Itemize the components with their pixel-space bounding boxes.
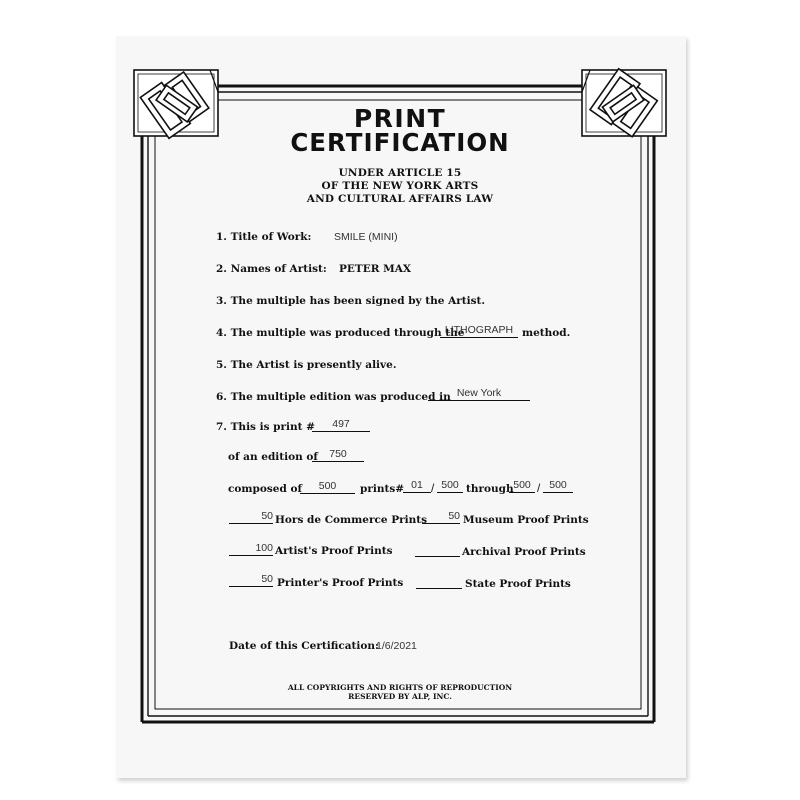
slash-separator: / — [431, 481, 435, 495]
state-proof-label: State Proof Prints — [465, 578, 571, 590]
edition-size-label: of an edition of — [228, 451, 318, 463]
through-label: through — [466, 483, 514, 495]
museum-proof-label: Museum Proof Prints — [463, 514, 589, 526]
method-value: LITHOGRAPH — [440, 324, 518, 338]
artist-name-value: PETER MAX — [339, 263, 412, 275]
prints-from-total: 500 — [437, 479, 463, 493]
prints-from-edition: 01 — [403, 479, 431, 493]
print-number-value: 497 — [312, 418, 370, 432]
archival-proof-value — [415, 543, 460, 557]
title-of-work-label: 1. Title of Work: — [216, 231, 312, 243]
archival-proof-label: Archival Proof Prints — [462, 546, 586, 558]
hors-de-commerce-label: Hors de Commerce Prints — [275, 514, 428, 526]
prints-to-total: 500 — [543, 479, 573, 493]
alive-statement: 5. The Artist is presently alive. — [216, 359, 397, 371]
signed-statement: 3. The multiple has been signed by the Artist. — [216, 295, 486, 307]
slash-separator: / — [537, 481, 541, 495]
artist-proof-value: 100 — [229, 542, 273, 556]
printer-proof-label: Printer's Proof Prints — [277, 577, 404, 589]
hors-de-commerce-value: 50 — [229, 510, 273, 524]
artist-proof-label: Artist's Proof Prints — [275, 545, 393, 557]
copyright-line1: ALL COPYRIGHTS AND RIGHTS OF REPRODUCTION — [287, 683, 513, 692]
produced-in-value: New York — [428, 387, 530, 401]
method-suffix: method. — [522, 327, 571, 339]
subtitle-line3: AND CULTURAL AFFAIRS LAW — [306, 193, 494, 205]
print-number-label: 7. This is print # — [216, 421, 315, 433]
method-label: 4. The multiple was produced through the — [216, 327, 465, 339]
certification-date-value: 1/6/2021 — [376, 640, 417, 652]
copyright-line2: RESERVED BY ALP, INC. — [348, 692, 452, 701]
subtitle-line1: UNDER ARTICLE 15 — [338, 167, 462, 179]
artist-name-label: 2. Names of Artist: — [216, 263, 327, 275]
museum-proof-value: 50 — [422, 510, 460, 524]
state-proof-value — [416, 575, 462, 589]
printer-proof-value: 50 — [229, 573, 273, 587]
title-of-work-value: SMILE (MINI) — [334, 231, 398, 243]
produced-in-label: 6. The multiple edition was produced in — [216, 391, 451, 403]
page-title-line1: PRINT — [353, 104, 447, 133]
subtitle-line2: OF THE NEW YORK ARTS — [321, 180, 479, 192]
certification-date-label: Date of this Certification: — [229, 640, 379, 652]
prints-to-edition: 500 — [509, 479, 535, 493]
page-title-line2: CERTIFICATION — [290, 128, 510, 157]
edition-size-value: 750 — [312, 448, 364, 462]
prints-number-label: prints# — [360, 483, 405, 495]
composed-of-label: composed of — [228, 483, 302, 495]
composed-of-value: 500 — [300, 480, 355, 494]
